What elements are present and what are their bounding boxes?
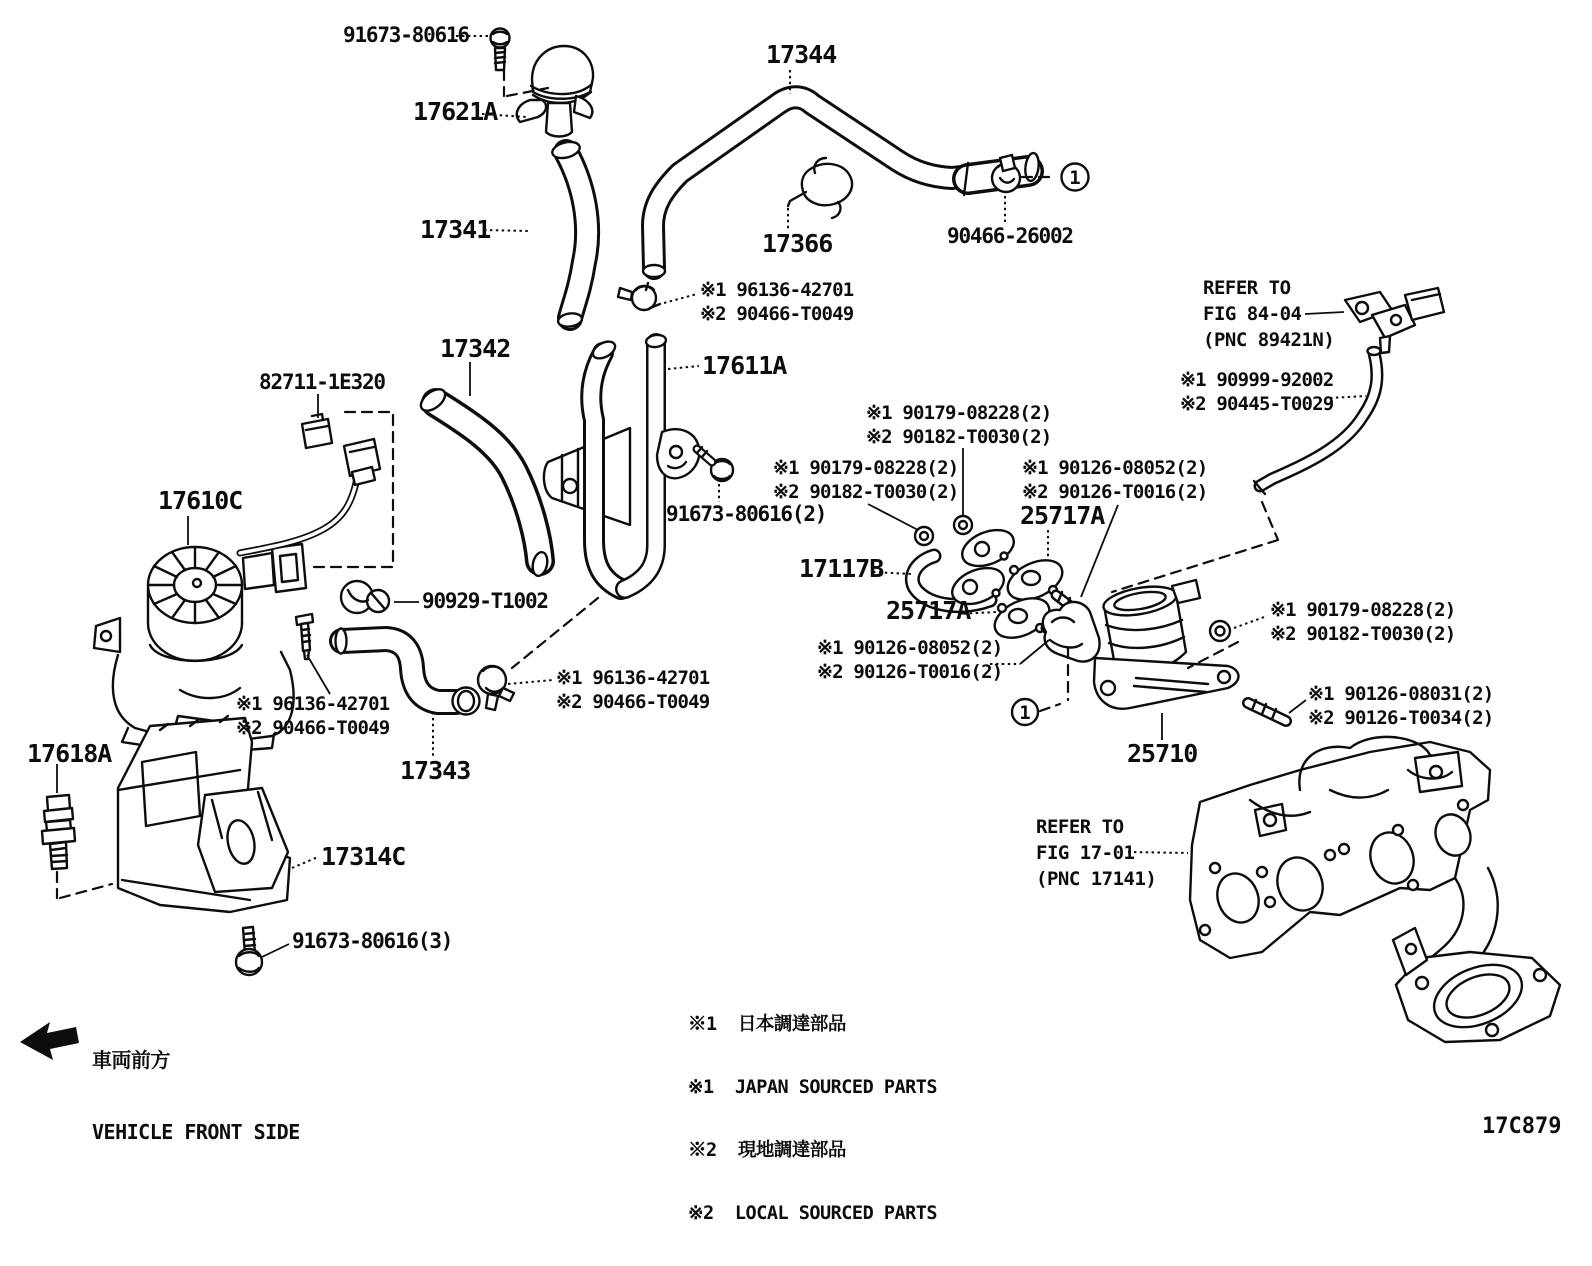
label-refer-17-01: REFER TO FIG 17-01 (PNC 17141) (1036, 816, 1157, 890)
label-96136-left: ※1 96136-42701 ※2 90466-T0049 (236, 693, 390, 739)
bolt-91673-2-icon (697, 447, 733, 481)
label-17618a: 17618A (27, 739, 112, 768)
label-96136-top: ※1 96136-42701 ※2 90466-T0049 (700, 279, 854, 325)
label-17342: 17342 (440, 334, 511, 363)
valve-25710-icon (1043, 580, 1239, 709)
connector-82711-icon (302, 419, 332, 448)
legend-line-jp1: ※1 日本調達部品 (688, 1014, 846, 1035)
label-91673-80616: 91673-80616 (343, 23, 469, 47)
bracket-17314c-icon (118, 716, 290, 912)
label-refer-84-04: REFER TO FIG 84-04 (PNC 89421N) (1203, 277, 1335, 351)
label-17611a: 17611A (702, 351, 787, 380)
stud-right-icon (1248, 700, 1286, 721)
label-90126-upper: ※1 90126-08052(2) ※2 90126-T0016(2) (1022, 457, 1208, 503)
label-17344: 17344 (766, 40, 837, 69)
label-17343: 17343 (400, 756, 471, 785)
stud-small-icon (296, 614, 313, 659)
label-17610c: 17610C (158, 486, 243, 515)
label-17341: 17341 (420, 215, 491, 244)
label-90126-lower: ※1 90126-08052(2) ※2 90126-T0016(2) (817, 637, 1003, 683)
hose-17341 (551, 139, 587, 328)
bolt-91673-3-icon (236, 927, 262, 975)
bolt-91673-80616-icon (491, 29, 510, 71)
circled-callout-1a (1062, 164, 1089, 191)
label-25710: 25710 (1127, 739, 1198, 768)
clamp-96136-top-icon (618, 283, 660, 310)
vehicle-front-en: VEHICLE FRONT SIDE (92, 1120, 300, 1144)
label-25717a-upper: 25717A (1020, 501, 1105, 530)
label-82711-1e320: 82711-1E320 (259, 370, 385, 394)
label-17117b: 17117B (799, 554, 884, 583)
clamp-17366-icon (788, 158, 852, 218)
fig-84-04-bracket-icon (1345, 288, 1444, 353)
hose-17342 (417, 385, 549, 577)
label-91673-3: 91673-80616(3) (292, 929, 453, 953)
label-90466-26002: 90466-26002 (947, 224, 1073, 248)
label-17314c: 17314C (321, 842, 406, 871)
legend-line-jp2: ※2 現地調達部品 (688, 1140, 846, 1161)
label-96136-mid: ※1 96136-42701 ※2 90466-T0049 (556, 667, 710, 713)
wire-harness-icon (240, 414, 380, 553)
nut-top-icons (915, 516, 972, 545)
label-91673-2: 91673-80616(2) (666, 502, 827, 526)
nut-right-icon (1210, 621, 1230, 641)
label-90179-left: ※1 90179-08228(2) ※2 90182-T0030(2) (773, 457, 959, 503)
label-90929-t1002: 90929-T1002 (422, 589, 548, 613)
label-90126-08031: ※1 90126-08031(2) ※2 90126-T0034(2) (1308, 683, 1494, 729)
legend-line-en1: ※1 JAPAN SOURCED PARTS (688, 1077, 938, 1098)
vehicle-front-jp: 車両前方 (92, 1048, 170, 1072)
label-25717a-lower: 25717A (886, 596, 971, 625)
label-17621a: 17621A (413, 97, 498, 126)
vehicle-front-label (92, 1000, 300, 1192)
exhaust-manifold-icon (1190, 737, 1560, 1042)
vehicle-front-arrow-icon (20, 1022, 79, 1060)
label-90179-top: ※1 90179-08228(2) ※2 90182-T0030(2) (866, 402, 1052, 448)
drawing-code: 17C879 (1482, 1114, 1562, 1139)
legend (688, 972, 937, 1266)
callout-number: 1 (1019, 702, 1031, 724)
legend-line-en2: ※2 LOCAL SOURCED PARTS (688, 1203, 938, 1224)
sensor-17618a-icon (42, 795, 75, 869)
label-90999-92002: ※1 90999-92002 ※2 90445-T0029 (1180, 369, 1334, 415)
label-17366: 17366 (762, 229, 833, 258)
grommet-90929-icon (341, 581, 389, 613)
clamp-96136-mid-icon (478, 666, 514, 710)
label-90179-right: ※1 90179-08228(2) ※2 90182-T0030(2) (1270, 599, 1456, 645)
circled-callout-1b (1012, 699, 1038, 725)
pipe-17611a-icon (544, 334, 699, 589)
callout-number: 1 (1069, 167, 1081, 189)
